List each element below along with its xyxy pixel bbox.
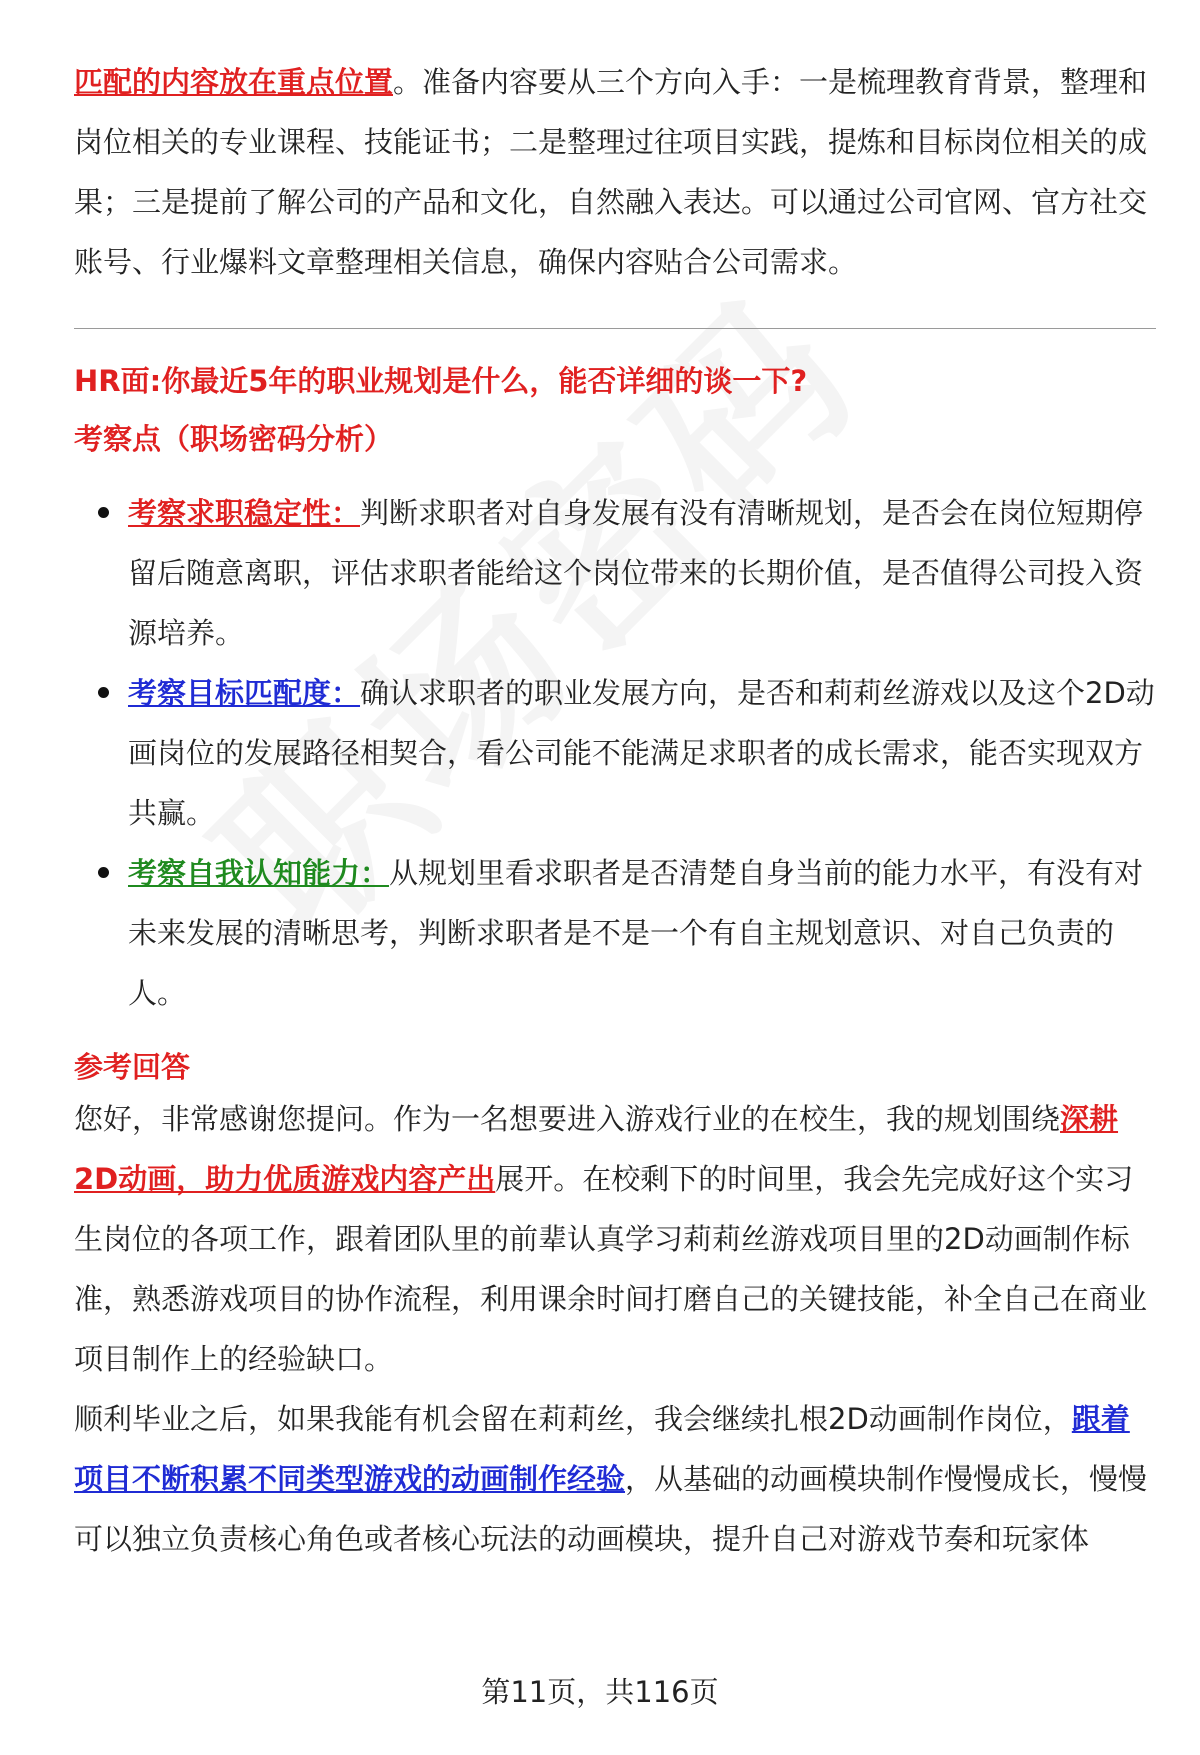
point-text: 从规划里看求职者是否清楚自身当前的能力水平，有没有对未来发展的清晰思考，判断求职者是不是一个有自主规划意识、对自己负责的人。 bbox=[128, 856, 1144, 1010]
point-text: 判断求职者对自身发展有没有清晰规划，是否会在岗位短期停留后随意离职，评估求职者能给这个岗位带来的长期价值，是否值得公司投入资源培养。 bbox=[128, 496, 1144, 650]
answer-paragraph-2 bbox=[74, 1389, 1156, 1569]
intro-paragraph bbox=[74, 52, 1156, 292]
intro-text: 。准备内容要从三个方向入手：一是梳理教育背景，整理和岗位相关的专业课程、技能证书；二是整理过往项目实践，提炼和目标岗位相关的成果；三是提前了解公司的产品和文化，自然融入表达。可以通过公司官网、官方社交账号、行业爆料文章整理相关信息，确保内容贴合公司需求。 bbox=[74, 65, 1148, 279]
section-divider bbox=[74, 328, 1156, 329]
answer-text: 顺利毕业之后，如果我能有机会留在莉莉丝，我会继续扎根2D动画制作岗位， bbox=[74, 1402, 1072, 1436]
point-text: 确认求职者的职业发展方向，是否和莉莉丝游戏以及这个2D动画岗位的发展路径相契合，看公司能不能满足求职者的成长需求，能否实现双方共赢。 bbox=[128, 676, 1155, 830]
intro-highlight: 匹配的内容放在重点位置 bbox=[74, 65, 394, 99]
answer-text: 您好，非常感谢您提问。作为一名想要进入游戏行业的在校生，我的规划围绕 bbox=[74, 1102, 1061, 1136]
analysis-heading: 考察点（职场密码分析） bbox=[74, 422, 394, 456]
bullet-icon bbox=[98, 687, 109, 698]
answer-text: ，从基础的动画模块制作慢慢成长，慢慢可以独立负责核心角色或者核心玩法的动画模块，提升自己对游戏节奏和玩家体 bbox=[74, 1462, 1148, 1556]
reference-answer-heading: 参考回答 bbox=[74, 1050, 191, 1084]
answer-highlight: 深耕2D动画，助力优质游戏内容产出 bbox=[74, 1102, 1119, 1196]
analysis-list bbox=[74, 483, 1156, 1023]
list-item bbox=[74, 843, 1156, 1023]
list-item bbox=[74, 483, 1156, 663]
answer-text: 展开。在校剩下的时间里，我会先完成好这个实习生岗位的各项工作，跟着团队里的前辈认真学习莉莉丝游戏项目里的2D动画制作标准，熟悉游戏项目的协作流程，利用课余时间打磨自己的关键技能，补全自己在商业项目制作上的经验缺口。 bbox=[74, 1162, 1148, 1376]
answer-paragraph-1 bbox=[74, 1089, 1156, 1389]
page-number: 第11页，共116页 bbox=[481, 1675, 719, 1709]
point-label-match: 考察目标匹配度： bbox=[128, 676, 361, 710]
bullet-icon bbox=[98, 867, 109, 878]
page-content bbox=[74, 52, 1156, 1569]
point-label-self-awareness: 考察自我认知能力： bbox=[128, 856, 390, 890]
point-label-stability: 考察求职稳定性： bbox=[128, 496, 361, 530]
list-item bbox=[74, 663, 1156, 843]
question-heading: HR面:你最近5年的职业规划是什么，能否详细的谈一下? bbox=[74, 364, 808, 398]
bullet-icon bbox=[98, 507, 109, 518]
answer-highlight: 跟着项目不断积累不同类型游戏的动画制作经验 bbox=[74, 1402, 1130, 1496]
